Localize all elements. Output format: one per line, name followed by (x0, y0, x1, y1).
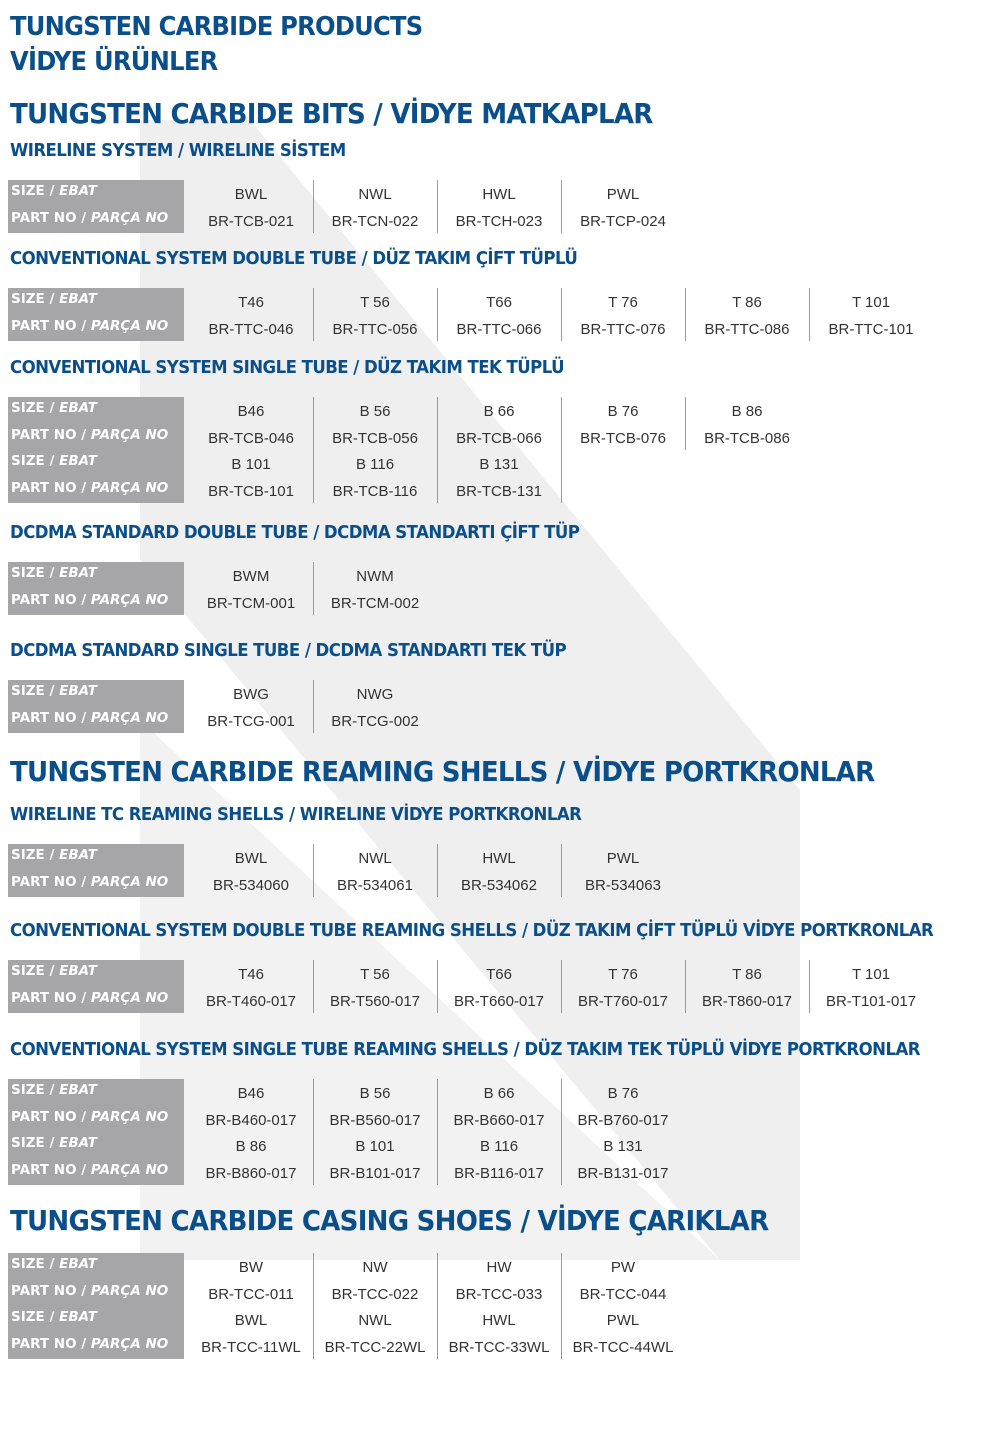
column-divider (313, 1079, 314, 1185)
table-title: CONVENTIONAL SYSTEM SINGLE TUBE REAMING SHELLS / DÜZ TAKIM TEK TÜPLÜ VİDYE PORTKRONLAR (10, 1039, 920, 1060)
part-no-cell: BR-B101-017 (329, 1164, 421, 1182)
row-label-en: PART NO (11, 209, 77, 226)
part-no-cell: BR-TCC-022 (331, 1285, 419, 1303)
size-cell: T 86 (732, 294, 762, 311)
row-label (11, 178, 97, 204)
label-column (8, 562, 184, 615)
column-divider (437, 1079, 438, 1185)
part-no-cell: BR-534061 (337, 876, 413, 894)
section-title: TUNGSTEN CARBIDE CASING SHOES / VİDYE ÇARIKLAR (10, 1204, 769, 1237)
column-divider (313, 960, 314, 1013)
column-divider (809, 960, 810, 1013)
size-cell: B 101 (231, 456, 271, 473)
part-no-cell: BR-TCB-066 (456, 429, 542, 447)
row-label-tr: PARÇA NO (90, 989, 169, 1006)
row-label (11, 705, 168, 731)
size-cell: B46 (237, 1085, 265, 1102)
row-label-tr: EBAT (59, 1309, 97, 1325)
row-label-sep: / (76, 317, 91, 334)
row-label-sep: / (44, 1135, 60, 1151)
size-cell: B 76 (607, 403, 639, 420)
part-no-cell: BR-B860-017 (205, 1164, 297, 1182)
size-cell: HW (486, 1259, 512, 1276)
row-label-tr: PARÇA NO (90, 591, 169, 608)
row-label-sep: / (44, 847, 60, 863)
row-label-en: SIZE (11, 847, 45, 863)
label-column (8, 288, 184, 341)
column-divider (313, 180, 314, 233)
part-no-cell: BR-TCM-002 (330, 594, 420, 612)
size-cell: HWL (482, 186, 516, 203)
part-no-cell: BR-TTC-056 (332, 320, 418, 338)
row-label (11, 678, 97, 704)
size-cell: B46 (237, 403, 265, 420)
row-label (11, 1104, 168, 1130)
row-label (11, 313, 168, 339)
part-no-cell: BR-B760-017 (577, 1111, 669, 1129)
section-title: TUNGSTEN CARBIDE BITS / VİDYE MATKAPLAR (10, 97, 653, 130)
row-label-sep: / (44, 565, 60, 581)
row-label (11, 1130, 97, 1156)
part-no-cell: BR-T460-017 (205, 992, 297, 1010)
size-cell: B 76 (607, 1085, 639, 1102)
row-label (11, 842, 97, 868)
part-no-cell: BR-TCB-056 (332, 429, 418, 447)
column-divider (313, 1253, 314, 1359)
size-cell: B 101 (355, 1138, 395, 1155)
row-label-sep: / (76, 1335, 91, 1352)
row-label-sep: / (44, 183, 60, 199)
row-label-en: PART NO (11, 709, 77, 726)
row-label (11, 286, 97, 312)
row-label-sep: / (76, 479, 91, 496)
row-label-tr: PARÇA NO (90, 1108, 169, 1125)
row-label-tr: PARÇA NO (90, 317, 169, 334)
row-label-sep: / (76, 426, 91, 443)
part-no-cell: BR-TTC-086 (704, 320, 790, 338)
row-label (11, 869, 168, 895)
row-label-tr: PARÇA NO (90, 1335, 169, 1352)
column-divider (685, 960, 686, 1013)
row-label (11, 1304, 97, 1330)
row-label-sep: / (44, 963, 60, 979)
column-divider (437, 960, 438, 1013)
row-label-tr: EBAT (59, 963, 97, 979)
column-divider (437, 288, 438, 341)
row-label-tr: PARÇA NO (90, 426, 169, 443)
column-divider (313, 844, 314, 897)
row-label-en: PART NO (11, 591, 77, 608)
row-label-tr: EBAT (59, 1256, 97, 1272)
row-label (11, 1278, 168, 1304)
size-cell: T46 (238, 294, 264, 311)
row-label-en: PART NO (11, 873, 77, 890)
row-label-sep: / (76, 989, 91, 1006)
row-label-en: PART NO (11, 1282, 77, 1299)
size-cell: NWL (358, 1312, 392, 1329)
label-column (8, 397, 184, 503)
size-cell: BWL (234, 1312, 268, 1329)
row-label-sep: / (44, 1256, 60, 1272)
column-divider (561, 288, 562, 341)
row-label-tr: PARÇA NO (90, 209, 169, 226)
part-no-cell: BR-B460-017 (205, 1111, 297, 1129)
row-label-en: PART NO (11, 1335, 77, 1352)
column-divider (313, 680, 314, 733)
section-title: TUNGSTEN CARBIDE REAMING SHELLS / VİDYE PORTKRONLAR (10, 755, 875, 788)
size-cell: T66 (486, 966, 512, 983)
row-label-tr: EBAT (59, 847, 97, 863)
page-subtitle: VİDYE ÜRÜNLER (10, 47, 218, 77)
row-label (11, 395, 97, 421)
row-label-en: PART NO (11, 479, 77, 496)
row-label-en: PART NO (11, 1108, 77, 1125)
size-cell: T 56 (360, 294, 390, 311)
row-label-sep: / (76, 591, 91, 608)
part-no-cell: BR-TCB-021 (208, 212, 294, 230)
row-label-en: SIZE (11, 1082, 45, 1098)
column-divider (561, 1253, 562, 1359)
table-title: WIRELINE TC REAMING SHELLS / WIRELINE VİDYE PORTKRONLAR (10, 804, 582, 825)
row-label (11, 448, 97, 474)
row-label-en: SIZE (11, 453, 45, 469)
row-label-sep: / (76, 1282, 91, 1299)
row-label (11, 958, 97, 984)
part-no-cell: BR-TCB-116 (332, 482, 418, 500)
size-cell: BWM (232, 568, 270, 585)
size-cell: NWM (356, 568, 394, 585)
size-cell: B 56 (359, 1085, 391, 1102)
part-no-cell: BR-TCC-44WL (572, 1338, 674, 1356)
row-label-sep: / (76, 1108, 91, 1125)
table-title: DCDMA STANDARD DOUBLE TUBE / DCDMA STANDARTI ÇİFT TÜP (10, 522, 580, 543)
size-cell: B 131 (479, 456, 519, 473)
row-label-en: SIZE (11, 1256, 45, 1272)
size-cell: B 86 (731, 403, 763, 420)
size-cell: NWG (356, 686, 394, 703)
row-label (11, 985, 168, 1011)
size-cell: B 116 (355, 456, 395, 473)
part-no-cell: BR-T101-017 (825, 992, 917, 1010)
row-label-sep: / (44, 1309, 60, 1325)
part-no-cell: BR-TCC-33WL (448, 1338, 550, 1356)
label-column (8, 960, 184, 1013)
part-no-cell: BR-T660-017 (453, 992, 545, 1010)
part-no-cell: BR-B560-017 (329, 1111, 421, 1129)
part-no-cell: BR-TCB-131 (456, 482, 542, 500)
size-cell: T46 (238, 966, 264, 983)
column-divider (437, 180, 438, 233)
part-no-cell: BR-534062 (461, 876, 537, 894)
row-label (11, 475, 168, 501)
size-cell: T 86 (732, 966, 762, 983)
part-no-cell: BR-TCC-22WL (324, 1338, 426, 1356)
size-cell: T 101 (851, 966, 891, 983)
part-no-cell: BR-TTC-101 (828, 320, 914, 338)
row-label (11, 560, 97, 586)
size-cell: BWL (234, 186, 268, 203)
part-no-cell: BR-T560-017 (329, 992, 421, 1010)
size-cell: NWL (358, 186, 392, 203)
table-title: CONVENTIONAL SYSTEM DOUBLE TUBE / DÜZ TAKIM ÇİFT TÜPLÜ (10, 248, 578, 269)
row-label-sep: / (76, 709, 91, 726)
column-divider (561, 1079, 562, 1185)
column-divider (313, 562, 314, 615)
row-label-tr: EBAT (59, 291, 97, 307)
page-title: TUNGSTEN CARBIDE PRODUCTS (10, 12, 423, 42)
size-cell: T 56 (360, 966, 390, 983)
size-cell: B 116 (479, 1138, 519, 1155)
row-label-tr: EBAT (59, 1082, 97, 1098)
part-no-cell: BR-T860-017 (701, 992, 793, 1010)
row-label-en: PART NO (11, 426, 77, 443)
size-cell: B 86 (235, 1138, 267, 1155)
row-label-tr: PARÇA NO (90, 1161, 169, 1178)
size-cell: HWL (482, 850, 516, 867)
size-cell: NWL (358, 850, 392, 867)
row-label-tr: EBAT (59, 183, 97, 199)
column-divider (561, 397, 562, 503)
part-no-cell: BR-TTC-076 (580, 320, 666, 338)
part-no-cell: BR-TCB-101 (208, 482, 294, 500)
column-divider (561, 844, 562, 897)
part-no-cell: BR-TCB-046 (208, 429, 294, 447)
part-no-cell: BR-TCM-001 (206, 594, 296, 612)
size-cell: PW (610, 1259, 636, 1276)
row-label-en: SIZE (11, 1135, 45, 1151)
part-no-cell: BR-TCC-11WL (201, 1338, 301, 1356)
column-divider (561, 960, 562, 1013)
label-column (8, 1079, 184, 1185)
part-no-cell: BR-B131-017 (577, 1164, 669, 1182)
size-cell: HWL (482, 1312, 516, 1329)
part-no-cell: BR-TCH-023 (455, 212, 543, 230)
table-title: CONVENTIONAL SYSTEM DOUBLE TUBE REAMING SHELLS / DÜZ TAKIM ÇİFT TÜPLÜ VİDYE PORTKRONLAR (10, 920, 934, 941)
row-label-tr: EBAT (59, 453, 97, 469)
part-no-cell: BR-TCC-033 (455, 1285, 543, 1303)
size-cell: T66 (486, 294, 512, 311)
row-label-sep: / (44, 453, 60, 469)
part-no-cell: BR-B660-017 (453, 1111, 545, 1129)
row-label-en: SIZE (11, 183, 45, 199)
row-label-tr: PARÇA NO (90, 873, 169, 890)
size-cell: B 131 (603, 1138, 643, 1155)
row-label-en: PART NO (11, 317, 77, 334)
size-cell: NW (362, 1259, 388, 1276)
row-label-tr: EBAT (59, 565, 97, 581)
row-label-tr: EBAT (59, 1135, 97, 1151)
part-no-cell: BR-TCG-001 (207, 712, 295, 730)
size-cell: PWL (606, 186, 640, 203)
row-label-sep: / (44, 291, 60, 307)
size-cell: T 76 (608, 966, 638, 983)
part-no-cell: BR-534060 (213, 876, 289, 894)
row-label-en: PART NO (11, 1161, 77, 1178)
row-label-sep: / (76, 1161, 91, 1178)
column-divider (809, 288, 810, 341)
row-label-en: SIZE (11, 565, 45, 581)
part-no-cell: BR-TTC-046 (208, 320, 294, 338)
row-label-en: SIZE (11, 683, 45, 699)
column-divider (437, 397, 438, 503)
part-no-cell: BR-B116-017 (454, 1164, 544, 1182)
size-cell: PWL (606, 1312, 640, 1329)
part-no-cell: BR-534063 (585, 876, 661, 894)
row-label (11, 422, 168, 448)
row-label-en: SIZE (11, 963, 45, 979)
row-label-tr: EBAT (59, 400, 97, 416)
part-no-cell: BR-TCP-024 (580, 212, 666, 230)
row-label-en: SIZE (11, 400, 45, 416)
column-divider (313, 288, 314, 341)
size-cell: T 101 (851, 294, 891, 311)
row-label (11, 1077, 97, 1103)
part-no-cell: BR-T760-017 (577, 992, 669, 1010)
size-cell: BW (238, 1259, 264, 1276)
row-label (11, 587, 168, 613)
column-divider (313, 397, 314, 503)
row-label-en: PART NO (11, 989, 77, 1006)
row-label-sep: / (44, 1082, 60, 1098)
size-cell: BWG (233, 686, 269, 703)
size-cell: BWL (234, 850, 268, 867)
row-label-tr: PARÇA NO (90, 709, 169, 726)
row-label (11, 1157, 168, 1183)
row-label (11, 1251, 97, 1277)
part-no-cell: BR-TTC-066 (456, 320, 542, 338)
size-cell: B 66 (483, 403, 515, 420)
part-no-cell: BR-TCB-076 (580, 429, 666, 447)
label-column (8, 1253, 184, 1359)
row-label-tr: EBAT (59, 683, 97, 699)
table-title: DCDMA STANDARD SINGLE TUBE / DCDMA STANDARTI TEK TÜP (10, 640, 567, 661)
column-divider (685, 397, 686, 450)
row-label-en: SIZE (11, 291, 45, 307)
row-label-sep: / (76, 209, 91, 226)
row-label-tr: PARÇA NO (90, 479, 169, 496)
column-divider (561, 180, 562, 233)
table-title: CONVENTIONAL SYSTEM SINGLE TUBE / DÜZ TAKIM TEK TÜPLÜ (10, 357, 565, 378)
part-no-cell: BR-TCC-044 (579, 1285, 667, 1303)
part-no-cell: BR-TCB-086 (704, 429, 790, 447)
row-label-sep: / (44, 683, 60, 699)
column-divider (437, 844, 438, 897)
row-label-sep: / (44, 400, 60, 416)
row-label-en: SIZE (11, 1309, 45, 1325)
row-label (11, 205, 168, 231)
label-column (8, 680, 184, 733)
label-column (8, 180, 184, 233)
size-cell: PWL (606, 850, 640, 867)
row-label-sep: / (76, 873, 91, 890)
row-label (11, 1331, 168, 1357)
label-column (8, 844, 184, 897)
size-cell: B 66 (483, 1085, 515, 1102)
column-divider (685, 288, 686, 341)
row-label-tr: PARÇA NO (90, 1282, 169, 1299)
size-cell: B 56 (359, 403, 391, 420)
part-no-cell: BR-TCN-022 (331, 212, 419, 230)
part-no-cell: BR-TCG-002 (331, 712, 419, 730)
column-divider (437, 1253, 438, 1359)
size-cell: T 76 (608, 294, 638, 311)
part-no-cell: BR-TCC-011 (208, 1285, 294, 1303)
table-title: WIRELINE SYSTEM / WIRELINE SİSTEM (10, 140, 346, 161)
